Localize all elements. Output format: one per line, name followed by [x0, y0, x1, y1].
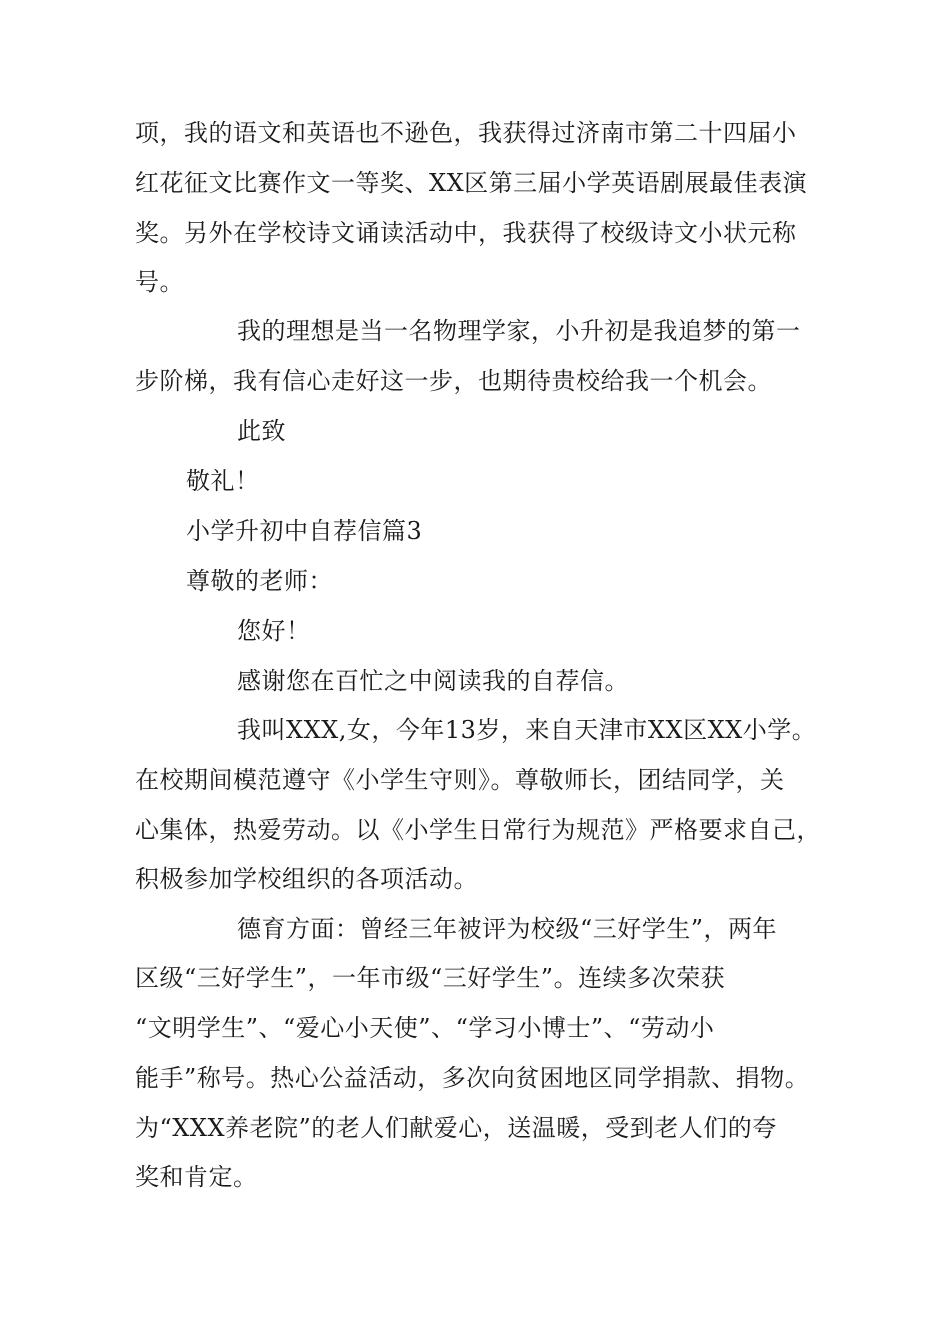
greeting: 您好！ — [237, 617, 311, 645]
text-line-21: 为“XXX养老院”的老人们献爱心，送温暖，受到老人们的夸 — [135, 1114, 777, 1142]
text-line-5: 我的理想是当一名物理学家，小升初是我追梦的第一 — [237, 317, 801, 345]
text-line-4: 号。 — [135, 268, 184, 296]
text-line-12: 感谢您在百忙之中阅读我的自荐信。 — [237, 667, 629, 695]
text-line-14: 在校期间模范遵守《小学生守则》。尊敬师长，团结同学，关 — [135, 766, 785, 794]
text-line-6: 步阶梯，我有信心走好这一步，也期待贵校给我一个机会。 — [135, 367, 772, 395]
text-line-19: “文明学生”、“爱心小天使”、“学习小博士”、“劳动小 — [135, 1014, 715, 1042]
text-line-20: 能手”称号。热心公益活动，多次向贫困地区同学捐款、捐物。 — [135, 1064, 810, 1092]
section-heading: 小学升初中自荐信篇3 — [186, 517, 423, 545]
text-line-22: 奖和肯定。 — [135, 1163, 258, 1191]
closing-regards: 敬礼！ — [186, 467, 260, 495]
letter-salutation: 尊敬的老师： — [186, 567, 333, 595]
text-line-15: 心集体，热爱劳动。以《小学生日常行为规范》严格要求自己， — [135, 816, 821, 844]
text-line-3: 奖。另外在学校诗文诵读活动中，我获得了校级诗文小状元称 — [135, 219, 797, 247]
text-line-2: 红花征文比赛作文一等奖、XX区第三届小学英语剧展最佳表演 — [135, 169, 808, 197]
text-line-1: 项，我的语文和英语也不逊色，我获得过济南市第二十四届小 — [135, 119, 797, 147]
text-line-17: 德育方面：曾经三年被评为校级“三好学生”，两年 — [237, 915, 778, 943]
closing-salutation: 此致 — [237, 417, 286, 445]
text-line-18: 区级“三好学生”，一年市级“三好学生”。连续多次荣获 — [135, 964, 726, 992]
text-line-13: 我叫XXX,女，今年13岁，来自天津市XX区XX小学。 — [237, 716, 817, 744]
text-line-16: 积极参加学校组织的各项活动。 — [135, 865, 478, 893]
